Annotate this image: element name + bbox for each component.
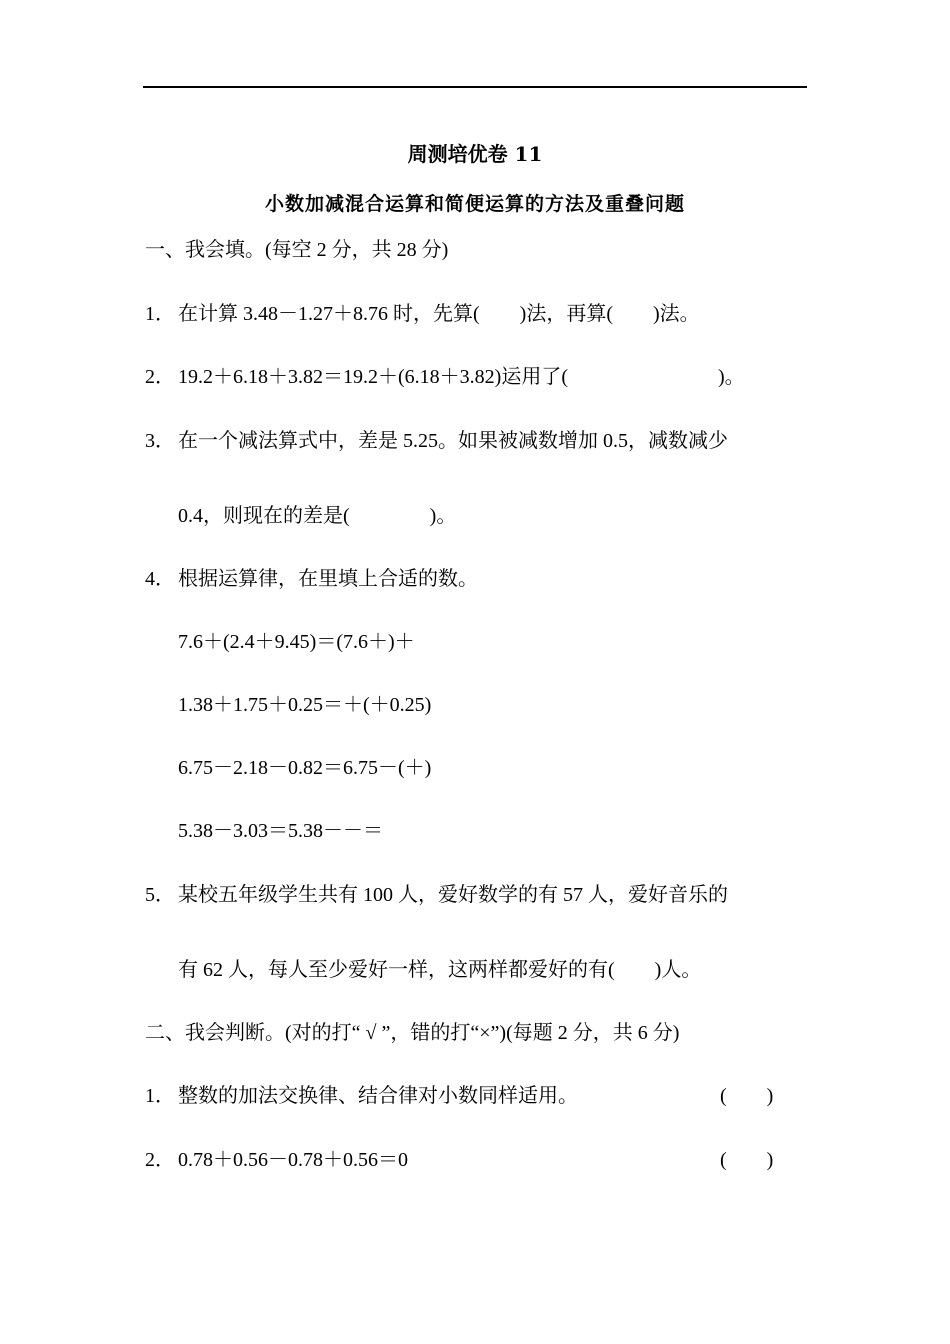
equation-4: 5.38－3.03＝5.38－－＝ bbox=[178, 820, 383, 842]
question-text-line1: 某校五年级学生共有 100 人，爱好数学的有 57 人，爱好音乐的 bbox=[178, 884, 728, 906]
equation-1: 7.6＋(2.4＋9.45)＝(7.6＋)＋ bbox=[178, 631, 415, 653]
page-subtitle: 小数加减混合运算和简便运算的方法及重叠问题 bbox=[264, 193, 685, 215]
question-number: 5． bbox=[145, 884, 175, 906]
question-text: 根据运算律，在里填上合适的数。 bbox=[178, 568, 478, 590]
question-number: 4． bbox=[145, 568, 175, 590]
question-text-line2: 有 62 人，每人至少爱好一样，这两样都爱好的有( )人。 bbox=[178, 959, 702, 981]
equation-3: 6.75－2.18－0.82＝6.75－(＋) bbox=[178, 757, 432, 779]
question-number: 2． bbox=[145, 1149, 175, 1171]
section2-heading: 二、我会判断。(对的打“ √ ”，错的打“×”)(每题 2 分，共 6 分) bbox=[145, 1022, 680, 1044]
question-number: 3． bbox=[145, 430, 175, 452]
question-number: 2． bbox=[145, 366, 175, 388]
question-number: 1． bbox=[145, 303, 175, 325]
question-text-line1: 在一个减法算式中，差是 5.25。如果被减数增加 0.5，减数减少 bbox=[178, 430, 728, 452]
question-text: 19.2＋6.18＋3.82＝19.2＋(6.18＋3.82)运用了( )。 bbox=[178, 366, 745, 388]
question-text-line2: 0.4，则现在的差是( )。 bbox=[178, 505, 457, 527]
equation-2: 1.38＋1.75＋0.25＝＋(＋0.25) bbox=[178, 694, 432, 716]
question-text: 整数的加法交换律、结合律对小数同样适用。 bbox=[178, 1085, 578, 1107]
page-title: 周测培优卷 11 bbox=[407, 142, 543, 166]
question-number: 1． bbox=[145, 1085, 175, 1107]
answer-blank[interactable]: ( ) bbox=[720, 1085, 774, 1107]
question-text: 0.78＋0.56－0.78＋0.56＝0 bbox=[178, 1149, 408, 1171]
answer-blank[interactable]: ( ) bbox=[720, 1149, 774, 1171]
section1-heading: 一、我会填。(每空 2 分，共 28 分) bbox=[145, 239, 449, 261]
question-text: 在计算 3.48－1.27＋8.76 时，先算( )法，再算( )法。 bbox=[178, 303, 700, 325]
header-rule bbox=[143, 86, 807, 88]
